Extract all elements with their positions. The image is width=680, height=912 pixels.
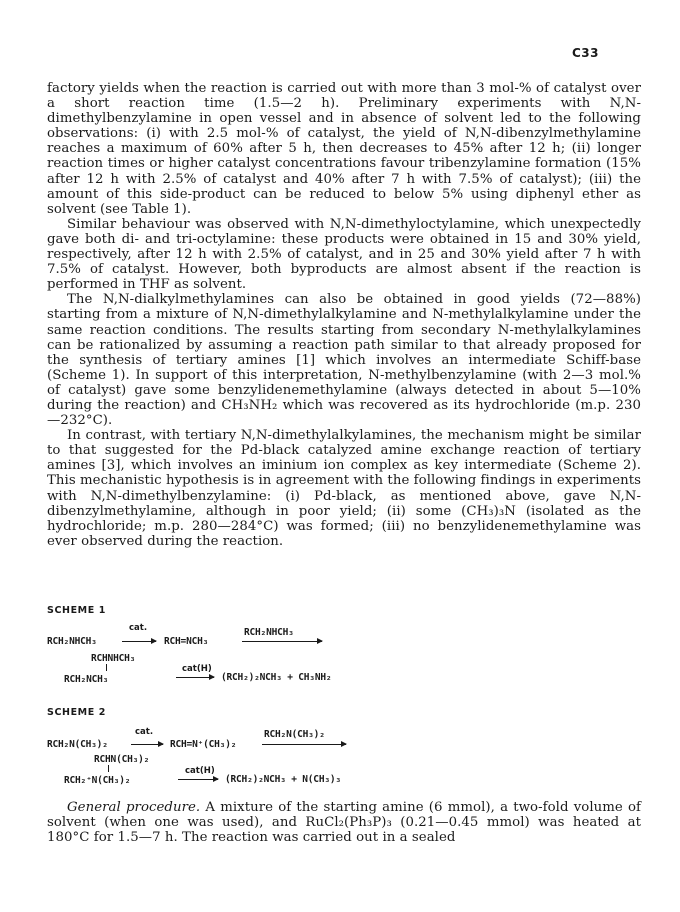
scheme-2-arrow-2 <box>262 744 346 745</box>
scheme-2-arrow-3 <box>178 779 218 780</box>
scheme-1-arrow-1 <box>122 641 156 642</box>
scheme-1-title: SCHEME 1 <box>47 605 106 616</box>
scheme-1-arrow-1-label: cat. <box>129 623 148 633</box>
body-text <box>47 81 641 549</box>
scheme-2-products: (RCH₂)₂NCH₃ + N(CH₃)₃ <box>225 774 341 785</box>
scheme-1-start: RCH₂NHCH₃ <box>47 636 97 647</box>
general-procedure <box>47 800 641 845</box>
scheme-2-title: SCHEME 2 <box>47 707 106 718</box>
scheme-1-arrow-3 <box>176 677 214 678</box>
scheme-2-adduct-bottom: RCH₂⁺N(CH₃)₂ <box>64 775 131 786</box>
scheme-2-arrow-2-label: RCH₂N(CH₃)₂ <box>264 729 325 740</box>
scheme-1-intermediate: RCH=NCH₃ <box>164 636 209 647</box>
scheme-1-adduct-top: RCHNHCH₃ <box>91 653 136 664</box>
paragraph: Similar behaviour was observed with N,N-dimethyloctylamine, which unexpectedly gave both di- and tri-octylamine: these products were obtained in 15 and 30% yield, respectively, after 12 h with 2.5% of catalyst, and in 25 and 30% yield after 7 h with 7.5% of catalyst. However, both byproducts are almost absent if the reaction is performed in THF as solvent. <box>47 216 641 293</box>
scheme-1-bond <box>106 664 107 671</box>
scheme-2-arrow-1 <box>131 744 163 745</box>
scheme-1-products: (RCH₂)₂NCH₃ + CH₃NH₂ <box>221 672 332 683</box>
general-procedure-text: A mixture of the starting amine (6 mmol), a two-fold volume of solvent (when one was used), and RuCl₂(Ph₃P)₃ (0.21—0.45 mmol) was heated at 180°C for 1.5—7 h. The reaction was carried out in a sealed <box>47 800 641 846</box>
scheme-2-arrow-1-label: cat. <box>135 727 154 737</box>
paragraph: In contrast, with tertiary N,N-dimethylalkylamines, the mechanism might be similar to that suggested for the Pd-black catalyzed amine exchange reaction of tertiary amines [3], which involves an iminium ion complex as key intermediate (Scheme 2). This mechanistic hypothesis is in agreement with the following findings in experiments with N,N-dimethylbenzylamine: (i) Pd-black, as mentioned above, gave N,N-dibenzylmethylamine, although in poor yield; (ii) some (CH₃)₃N (isolated as the hydrochloride; m.p. 280—284°C) was formed; (iii) no benzylidenemethylamine was ever observed during the reaction. <box>47 428 641 549</box>
general-procedure-heading: General procedure. <box>67 800 201 815</box>
scheme-1-adduct-bottom: RCH₂NCH₃ <box>64 674 109 685</box>
scheme-1-arrow-3-label: cat(H) <box>182 664 212 674</box>
scheme-2-bond <box>108 765 109 772</box>
paragraph: factory yields when the reaction is carried out with more than 3 mol-% of catalyst over a short reaction time (1.5—2 h). Preliminary experiments with N,N-dimethylbenzylamine in open vessel and in absence of solvent led to the following observations: (i) with 2.5 mol-% of catalyst, the yield of N,N-dibenzylmethylamine reaches a maximum of 60% after 5 h, then decreases to 45% after 12 h; (ii) longer reaction times or higher catalyst concentrations favour tribenzylamine formation (15% after 12 h with 2.5% of catalyst and 40% after 7 h with 7.5% of catalyst); (iii) the amount of this side-product can be reduced to below 5% using diphenyl ether as solvent (see Table 1). <box>47 81 641 217</box>
scheme-1-arrow-2 <box>242 641 322 642</box>
paragraph: The N,N-dialkylmethylamines can also be obtained in good yields (72—88%) starting from a mixture of N,N-dimethylalkylamine and N-methylalkylamine under the same reaction conditions. The results starting from secondary N-methylalkylamines can be rationalized by assuming a reaction path similar to that already proposed for the synthesis of tertiary amines [1] which involves an intermediate Schiff-base (Scheme 1). In support of this interpretation, N-methylbenzylamine (with 2—3 mol.% of catalyst) gave some benzylidenemethylamine (always detected in about 5—10% during the reaction) and CH₃NH₂ which was recovered as its hydrochloride (m.p. 230—232°C). <box>47 292 641 429</box>
scheme-2-start: RCH₂N(CH₃)₂ <box>47 739 108 750</box>
page-number: C33 <box>572 46 600 60</box>
scheme-2-arrow-3-label: cat(H) <box>185 766 215 776</box>
scheme-1-arrow-2-label: RCH₂NHCH₃ <box>244 627 294 638</box>
scheme-2-adduct-top: RCHN(CH₃)₂ <box>94 754 150 765</box>
scheme-2-intermediate: RCH=N⁺(CH₃)₂ <box>170 739 237 750</box>
